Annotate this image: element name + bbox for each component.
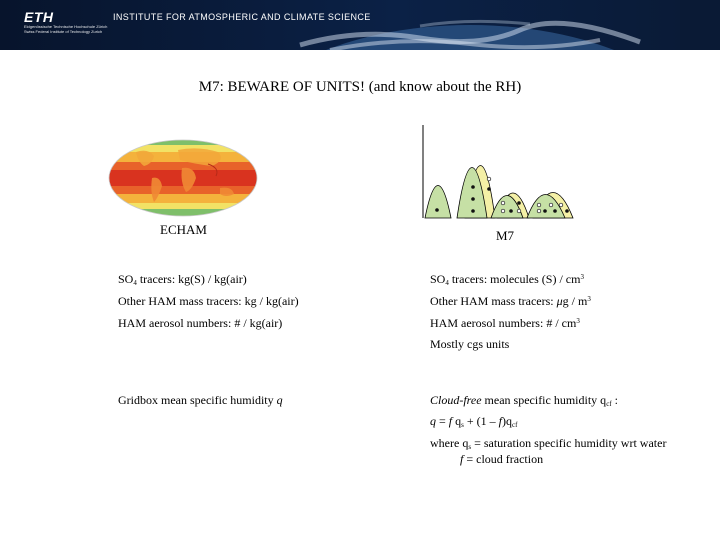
m7-cgs-note: Mostly cgs units (430, 337, 510, 351)
m7-mass-units: Other HAM mass tracers: μg / $m^3$ (430, 294, 591, 308)
echam-mass-units: Other HAM mass tracers: kg / kg(air) (118, 294, 299, 308)
m7-cloud-free-humidity: Cloud-free mean specific humidity $q_{cf}$ : (430, 393, 618, 408)
banner-background (0, 0, 720, 50)
header-banner (0, 0, 720, 50)
echam-heading: ECHAM (160, 222, 207, 237)
m7-number-units: HAM aerosol numbers: # / $cm^3$ (430, 316, 580, 330)
cloud-fraction-definition: f = cloud fraction (460, 452, 544, 466)
m7-heading: M7 (496, 228, 515, 243)
echam-so4-units: $SO_4$ tracers: kg(S) / kg(air) (118, 272, 247, 287)
eth-wordmark: ETH (24, 9, 54, 25)
saturation-humidity-definition: where $q_s$ = saturation specific humidity wrt water (430, 436, 667, 451)
m7-so4-units: $SO_4$ tracers: molecules $(S) / cm^3$ (430, 272, 584, 287)
eth-logo (24, 9, 108, 46)
m7-modes-diagram (415, 123, 590, 220)
eth-subtitle-de: Eidgenössische Technische Hochschule Zürich (24, 24, 108, 29)
echam-humidity: Gridbox mean specific humidity q (118, 393, 283, 407)
institute-name: INSTITUTE FOR ATMOSPHERIC AND CLIMATE SCIENCE (113, 12, 371, 22)
humidity-equation: q = f $q_s + (1 - f)q_{cf}$ (430, 414, 518, 429)
echam-number-units: HAM aerosol numbers: # / kg(air) (118, 316, 283, 330)
nucleation-mode (425, 186, 451, 219)
slide-title: M7: BEWARE OF UNITS! (and know about the RH) (198, 79, 522, 95)
echam-world-map (108, 138, 258, 218)
eth-subtitle-en: Swiss Federal Institute of Technology Zurich (24, 29, 103, 34)
